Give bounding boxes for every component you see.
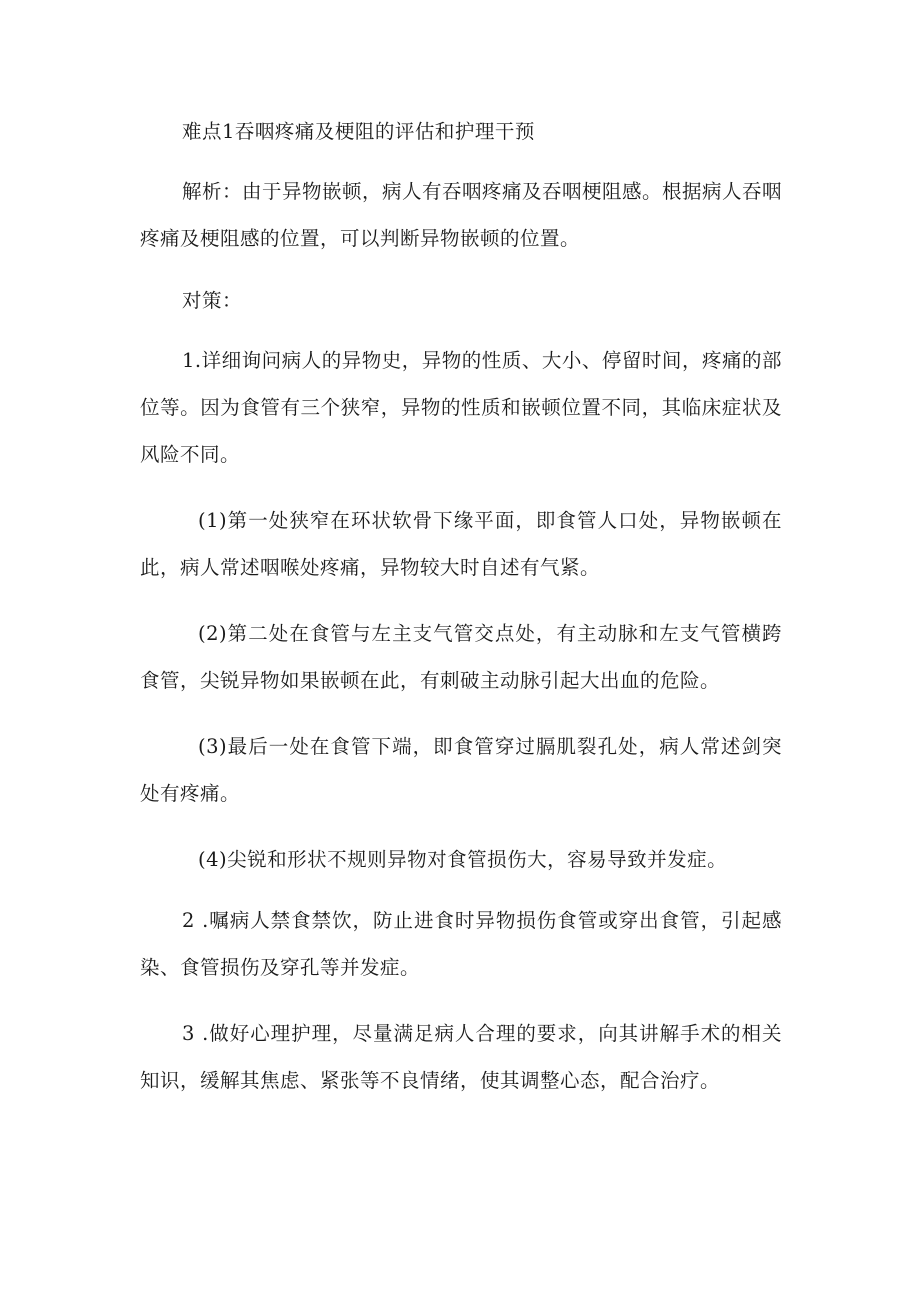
analysis-paragraph: 解析：由于异物嵌顿，病人有吞咽疼痛及吞咽梗阻感。根据病人吞咽疼痛及梗阻感的位置，可以判断异物嵌顿的位置。 (140, 180, 783, 250)
sub-item-4-paragraph: (4)尖锐和形状不规则异物对食管损伤大，容易导致并发症。 (198, 848, 728, 871)
document-page (140, 112, 782, 1123)
section-heading: 难点1吞咽疼痛及梗阻的评估和护理干预 (182, 120, 535, 143)
item-2-paragraph: 2 .嘱病人禁食禁饮，防止进食时异物损伤食管或穿出食管，引起感染、食管损伤及穿孔等并发症。 (140, 909, 782, 979)
sub-item-2-paragraph: (2)第二处在食管与左主支气管交点处，有主动脉和左支气管横跨食管，尖锐异物如果嵌顿在此，有刺破主动脉引起大出血的危险。 (140, 622, 782, 692)
sub-item-1-paragraph: (1)第一处狭窄在环状软骨下缘平面，即食管人口处，异物嵌顿在此，病人常述咽喉处疼痛，异物较大时自述有气紧。 (140, 509, 782, 579)
item-1-paragraph: 1.详细询问病人的异物史，异物的性质、大小、停留时间，疼痛的部位等。因为食管有三个狭窄，异物的性质和嵌顿位置不同，其临床症状及风险不同。 (140, 349, 782, 466)
item-3-paragraph: 3 .做好心理护理，尽量满足病人合理的要求，向其讲解手术的相关知识，缓解其焦虑、紧张等不良情绪，使其调整心态，配合治疗。 (140, 1022, 782, 1092)
countermeasure-label: 对策： (182, 289, 243, 312)
sub-item-3-paragraph: (3)最后一处在食管下端，即食管穿过膈肌裂孔处，病人常述剑突处有疼痛。 (140, 735, 782, 805)
